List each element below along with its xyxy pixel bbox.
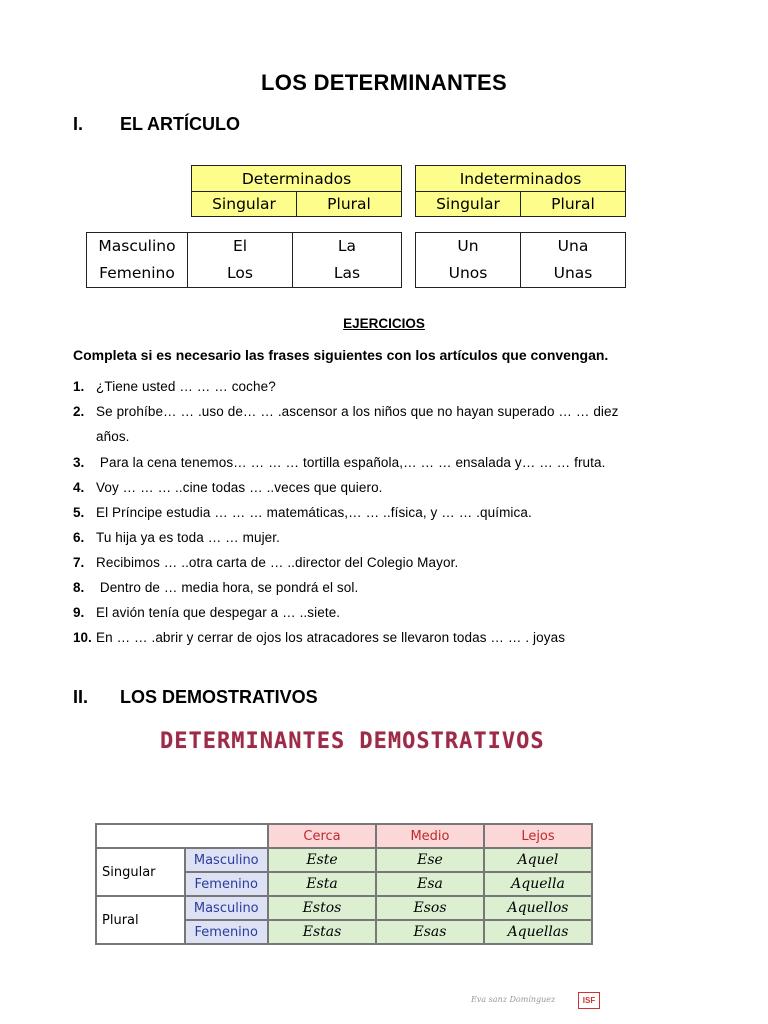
exercise-number: 1. <box>73 379 85 394</box>
article-unas: Unas <box>553 264 593 282</box>
demonstrative-esta: Esta <box>269 873 375 895</box>
demonstrative-estas: Estas <box>269 921 375 943</box>
demonstrative-aquella: Aquella <box>485 873 591 895</box>
exercise-text: El avión tenía que despegar a … ..siete. <box>96 605 341 620</box>
demonstrative-aquellas: Aquellas <box>485 921 591 943</box>
demonstrative-ese: Ese <box>377 849 483 871</box>
exercise-text: Para la cena tenemos… … … … tortilla española,… … … ensalada y… … … fruta. <box>96 455 606 470</box>
determinados-header: Determinados <box>192 166 402 192</box>
section-2-number: II. <box>73 687 89 707</box>
footer-author: Eva sanz Domínguez <box>471 995 556 1004</box>
group-label-singular: Singular <box>97 849 184 895</box>
exercise-text: Tu hija ya es toda … … mujer. <box>96 530 280 545</box>
table-corner <box>97 825 267 847</box>
determinados-singular-header: Singular <box>192 192 297 217</box>
exercise-number: 9. <box>73 605 85 620</box>
demonstratives-table <box>95 823 593 945</box>
header-medio: Medio <box>377 825 483 847</box>
exercise-number: 7. <box>73 555 85 570</box>
exercise-number: 6. <box>73 530 85 545</box>
section-1-number: I. <box>73 114 84 134</box>
exercise-text-continuation: años. <box>96 429 130 444</box>
article-la: La <box>337 237 357 255</box>
exercise-number: 10. <box>73 630 92 645</box>
exercise-text: Dentro de … media hora, se pondrá el sol. <box>96 580 359 595</box>
indeterminados-header: Indeterminados <box>416 166 626 192</box>
footer-logo: ISF <box>578 992 600 1009</box>
article-unos: Unos <box>448 264 488 282</box>
indeterminados-singular-header: Singular <box>416 192 521 217</box>
exercises-instruction: Completa si es necesario las frases siguientes con los artículos que convengan. <box>73 347 609 363</box>
demonstrative-esa: Esa <box>377 873 483 895</box>
article-los: Los <box>227 264 253 282</box>
gender-femenino: Femenino <box>186 921 267 943</box>
gender-labels-cell <box>87 233 188 288</box>
exercise-text: El Príncipe estudia … … … matemáticas,… … ..física, y … … .química. <box>96 505 532 520</box>
exercise-number: 8. <box>73 580 85 595</box>
determinados-singular-cell <box>188 233 293 288</box>
group-label-plural: Plural <box>97 897 184 943</box>
demonstratives-banner: DETERMINANTES DEMOSTRATIVOS <box>160 729 545 754</box>
article-un: Un <box>457 237 479 255</box>
exercise-number: 5. <box>73 505 85 520</box>
demonstrative-estos: Estos <box>269 897 375 919</box>
determinados-body-table <box>86 232 402 288</box>
demonstrative-esas: Esas <box>377 921 483 943</box>
exercises-heading: EJERCICIOS <box>343 316 425 331</box>
indeterminados-header-table <box>415 165 626 217</box>
demonstrative-aquel: Aquel <box>485 849 591 871</box>
gender-masculino: Masculino <box>186 897 267 919</box>
exercise-text: En … … .abrir y cerrar de ojos los atracadores se llevaron todas … … . joyas <box>96 630 566 645</box>
exercise-text: Se prohíbe… … .uso de… … .ascensor a los niños que no hayan superado … … diez <box>96 404 619 419</box>
gender-femenino: Femenino <box>186 873 267 895</box>
indeterminados-singular-cell <box>416 233 521 288</box>
row-label-femenino: Femenino <box>99 264 175 282</box>
header-cerca: Cerca <box>269 825 375 847</box>
section-1-title: EL ARTÍCULO <box>120 114 240 134</box>
determinados-plural-cell <box>293 233 402 288</box>
exercise-text: ¿Tiene usted … … … coche? <box>96 379 276 394</box>
exercise-text: Voy … … … ..cine todas … ..veces que quiero. <box>96 480 383 495</box>
exercise-text: Recibimos … ..otra carta de … ..director del Colegio Mayor. <box>96 555 459 570</box>
section-2-title: LOS DEMOSTRATIVOS <box>120 687 318 707</box>
article-el: El <box>232 237 248 255</box>
demonstrative-esos: Esos <box>377 897 483 919</box>
gender-masculino: Masculino <box>186 849 267 871</box>
determinados-plural-header: Plural <box>297 192 402 217</box>
indeterminados-plural-header: Plural <box>521 192 626 217</box>
header-lejos: Lejos <box>485 825 591 847</box>
row-label-masculino: Masculino <box>98 237 176 255</box>
indeterminados-body-table <box>415 232 626 288</box>
indeterminados-plural-cell <box>521 233 626 288</box>
exercise-number: 4. <box>73 480 85 495</box>
exercise-number: 3. <box>73 455 85 470</box>
article-una: Una <box>557 237 589 255</box>
page-title: LOS DETERMINANTES <box>261 70 507 95</box>
exercise-number: 2. <box>73 404 85 419</box>
article-las: Las <box>333 264 361 282</box>
demonstrative-este: Este <box>269 849 375 871</box>
determinados-header-table <box>191 165 402 217</box>
demonstrative-aquellos: Aquellos <box>485 897 591 919</box>
